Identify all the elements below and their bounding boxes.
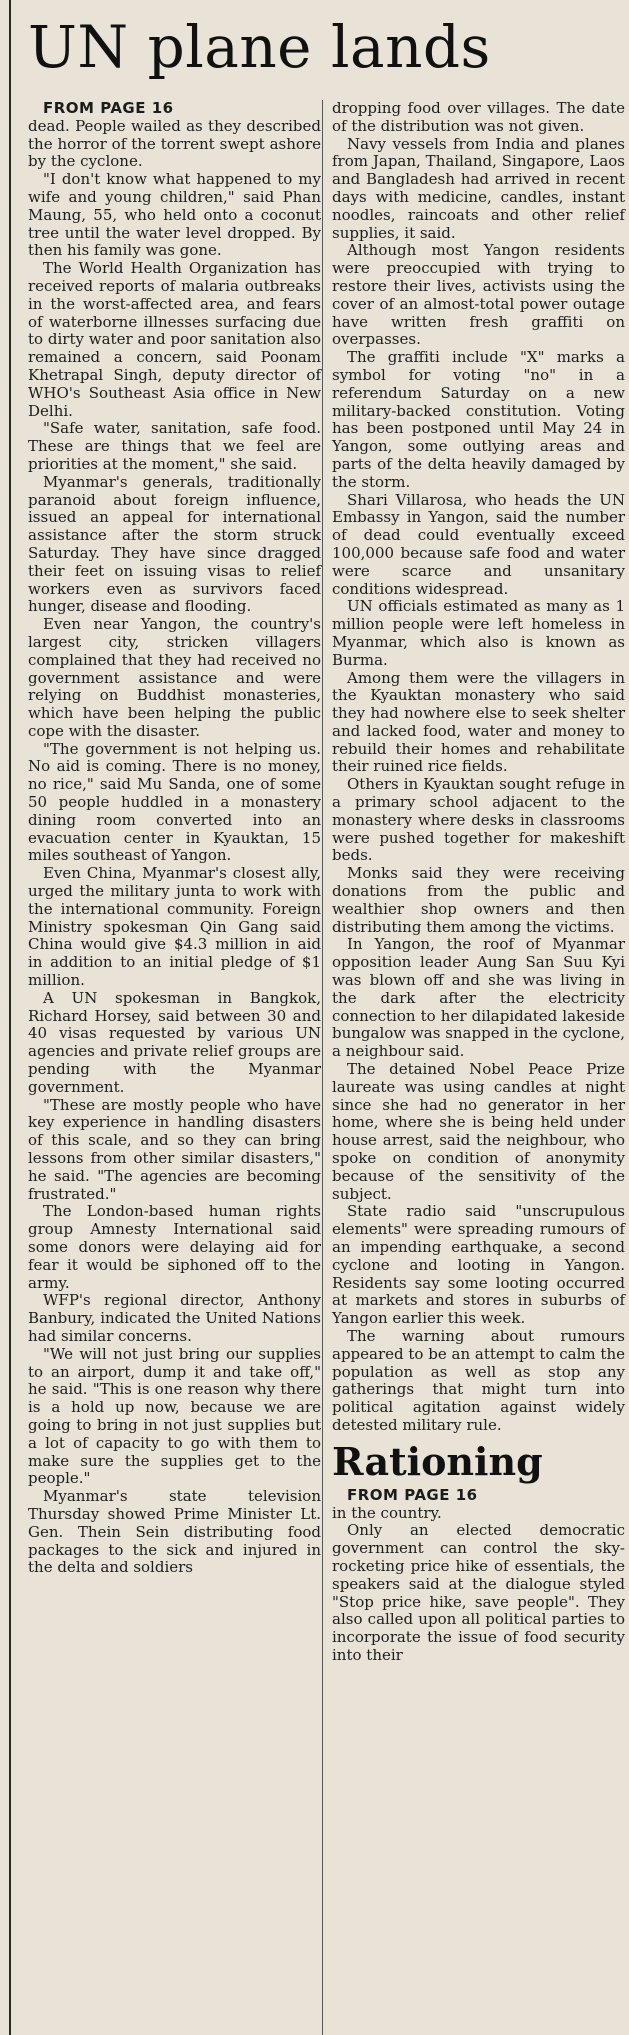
paragraph: Myanmar's generals, traditionally paranoid about foreign influence, issued an appeal for international assistance after the storm struck Saturday. They have since dragged their feet on issuing visas to relief workers even as survivors faced hunger, disease and flooding.	[28, 472, 321, 616]
paragraph: Even China, Myanmar's closest ally, urged the military junta to work with the international community. Foreign Ministry spokesman Qin Gang said China would give $4.3 million in aid in addition to an initial pledge of $1 million.	[28, 864, 321, 990]
paragraph: "We will not just bring our supplies to an airport, dump it and take off," he said. "This is one reason why there is a hold up now, because we are going to bring in not just supplies but a lot of capacity to go with them to make sure the supplies get to the people."	[28, 1344, 321, 1488]
from-page-label: FROM PAGE 16	[347, 1485, 478, 1504]
paragraph: Among them were the villagers in the Kyauktan monastery who said they had nowhere else to seek shelter and lacked food, water and money to rebuild their homes and rehabilitate their ruined rice fields.	[332, 668, 625, 776]
column-divider	[322, 100, 323, 2035]
from-page-label: FROM PAGE 16	[43, 99, 174, 117]
paragraph: UN officials estimated as many as 1 million people were left homeless in Myanmar, which also is known as Burma.	[332, 597, 625, 669]
paragraph: Only an elected democratic government can control the sky-rocketing price hike of essentials, the speakers said at the dialogue styled "Stop price hike, save people". They also called upon all political parties to incorporate the issue of food security into their	[332, 1521, 625, 1664]
paragraph: in the country.	[332, 1503, 442, 1522]
paragraph: The London-based human rights group Amnesty International said some donors were delaying aid for fear it would be siphoned off to the army.	[28, 1202, 321, 1292]
paragraph: Myanmar's state television Thursday showed Prime Minister Lt. Gen. Thein Sein distributing food packages to the sick and injured in the delta and soldiers	[28, 1487, 321, 1577]
paragraph: The graffiti include "X" marks a symbol for voting "no" in a referendum Saturday on a new military-backed constitution. Voting has been postponed until May 24 in Yangon, some outlying areas and parts of the delta heavily damaged by the storm.	[332, 348, 625, 491]
paragraph: The World Health Organization has received reports of malaria outbreaks in the worst-affected area, and fears of waterborne illnesses surfacing due to dirty water and poor sanitation also remained a concern, said Poonam Khetrapal Singh, deputy director of WHO's Southeast Asia office in New Delhi.	[28, 259, 321, 420]
paragraph: Even near Yangon, the country's largest city, stricken villagers complained that they had received no government assistance and were relying on Buddhist monasteries, which have been helping the public cope with the disaster.	[28, 615, 321, 740]
paragraph: dropping food over villages. The date of the distribution was not given.	[332, 99, 625, 135]
paragraph: Navy vessels from India and planes from Japan, Thailand, Singapore, Laos and Bangladesh had arrived in recent days with medicine, candles, instant noodles, raincoats and other relief supplies, it said.	[332, 134, 625, 242]
paragraph: "Safe water, sanitation, safe food. These are things that we feel are priorities at the moment," she said.	[28, 419, 321, 473]
paragraph: Shari Villarosa, who heads the UN Embassy in Yangon, said the number of dead could eventually exceed 100,000 because safe food and water were scarce and unsanitary conditions widespread.	[332, 490, 625, 598]
paragraph: State radio said "unscrupulous elements" were spreading rumours of an impending earthquake, a second cyclone and looting in Yangon. Residents say some looting occurred at markets and stores in suburbs of Yangon earlier this week.	[332, 1202, 625, 1328]
paragraph: The detained Nobel Peace Prize laureate was using candles at night since she had no generator in her home, where she is being held under house arrest, said the neighbour, who spoke on condition of anonymity because of the sensitivity of the subject.	[332, 1060, 625, 1203]
paragraph: WFP's regional director, Anthony Banbury, indicated the United Nations had similar concerns.	[28, 1291, 321, 1345]
paragraph: Monks said they were receiving donations from the public and wealthier shop owners and then distributing them among the victims.	[332, 864, 625, 936]
paragraph: A UN spokesman in Bangkok, Richard Horsey, said between 30 and 40 visas requested by various UN agencies and private relief groups are pending with the Myanmar government.	[28, 988, 321, 1096]
paragraph: Others in Kyauktan sought refuge in a primary school adjacent to the monastery where desks in classrooms were pushed together for makeshift beds.	[332, 775, 625, 865]
right-column	[332, 100, 625, 1665]
paragraph: dead. People wailed as they described the horror of the torrent swept ashore by the cyclone.	[28, 116, 321, 171]
paragraph: In Yangon, the roof of Myanmar opposition leader Aung San Suu Kyi was blown off and she was living in the dark after the electricity connection to her dilapidated lakeside bungalow was snapped in the cyclone, a neighbour said.	[332, 935, 625, 1061]
left-margin-rule	[9, 0, 11, 2035]
paragraph: "I don't know what happened to my wife and young children," said Phan Maung, 55, who held onto a coconut tree until the water level dropped. By then his family was gone.	[28, 170, 321, 260]
paragraph: "The government is not helping us. No aid is coming. There is no money, no rice," said Mu Sanda, one of some 50 people huddled in a monastery dining room converted into an evacuation center in Kyauktan, 15 miles southeast of Yangon.	[28, 739, 321, 865]
paragraph: Although most Yangon residents were preoccupied with trying to restore their lives, activists using the cover of an almost-total power outage have written fresh graffiti on overpasses.	[332, 241, 625, 349]
headline: UN plane lands	[28, 13, 491, 81]
paragraph: The warning about rumours appeared to be an attempt to calm the population as well as stop any gatherings that might turn into political agitation against widely detested military rule.	[332, 1326, 625, 1434]
left-column	[28, 100, 321, 1577]
paragraph: "These are mostly people who have key experience in handling disasters of this scale, and so they can bring lessons from other similar disasters," he said. "The agencies are becoming frustrated."	[28, 1095, 321, 1203]
second-headline: Rationing	[332, 1438, 543, 1484]
